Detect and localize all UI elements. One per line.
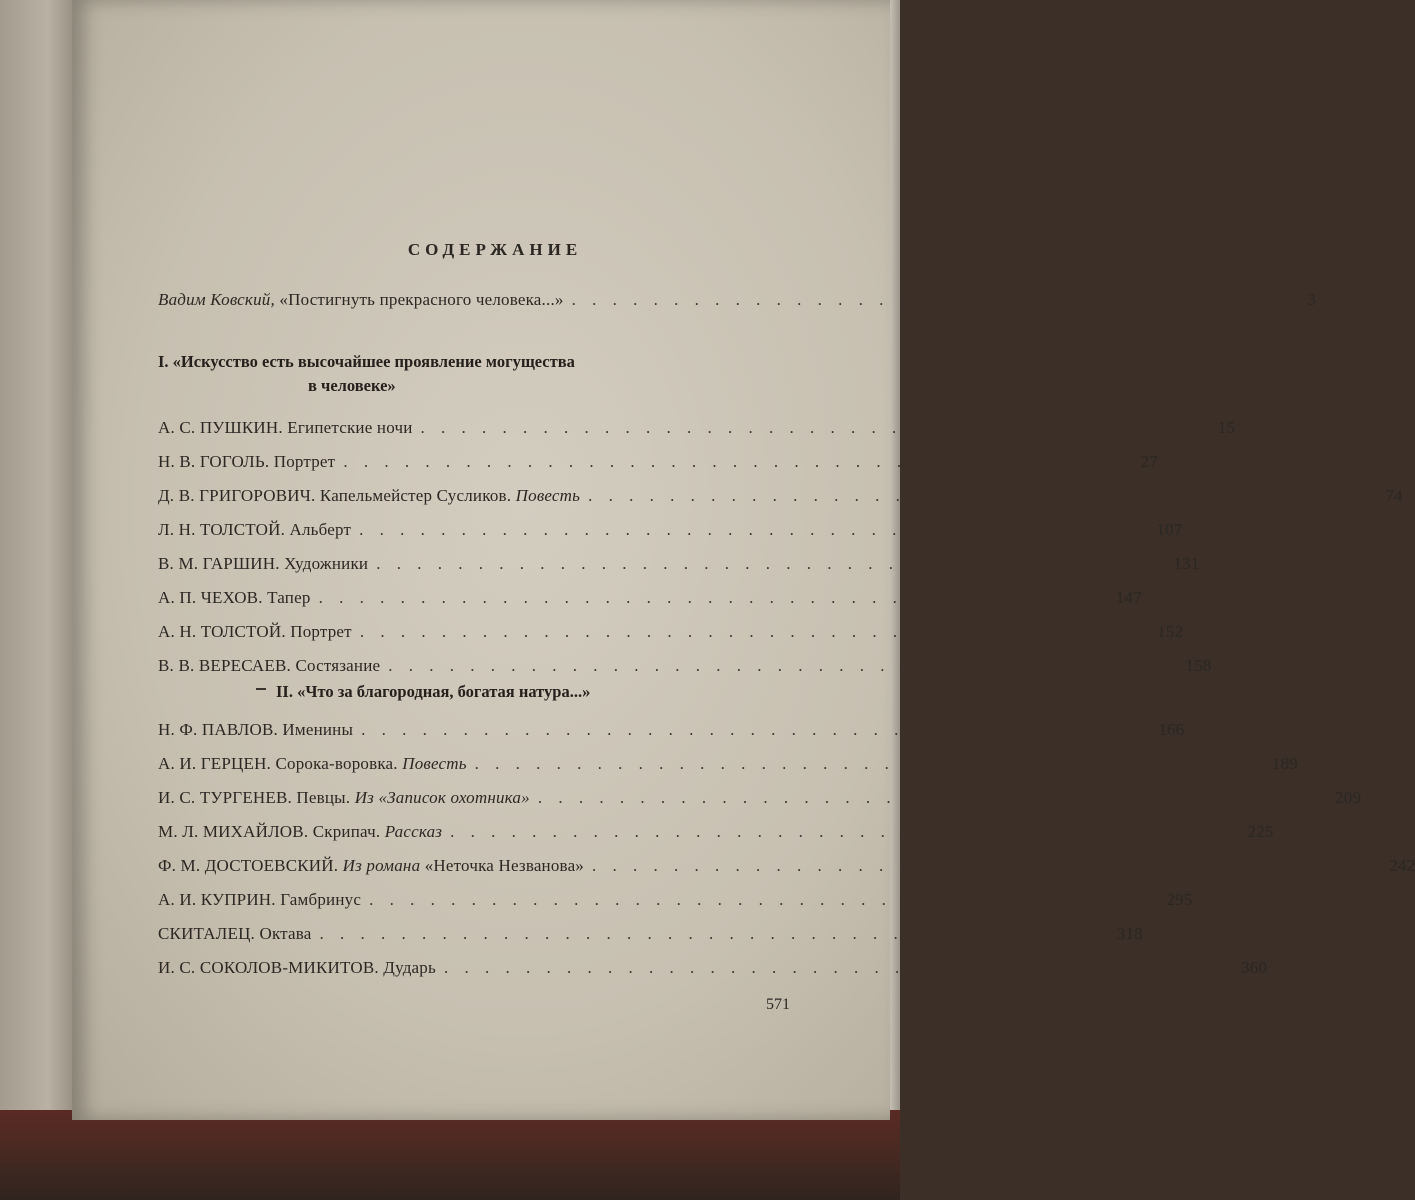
toc-entry-name: Портрет bbox=[290, 622, 352, 641]
toc-entry-title bbox=[158, 554, 368, 574]
toc-entry-author: Н. Ф. ПАВЛОВ. bbox=[158, 720, 278, 739]
toc-entry[interactable] bbox=[158, 754, 1299, 780]
toc-entry-title bbox=[158, 720, 353, 740]
pencil-mark bbox=[256, 688, 266, 690]
toc-entry-author: В. В. ВЕРЕСАЕВ. bbox=[158, 656, 291, 675]
leader-dots: . . . . . . . . . . . . . . . . . . . . . . . . . . . . . . . . . . . . . . . bbox=[319, 924, 1109, 943]
toc-entry[interactable] bbox=[158, 452, 1158, 478]
leader-dots: . . . . . . . . . . . . . . . . . . . . . . . . . . . . . . . . . . . . . . . bbox=[592, 856, 1382, 875]
toc-entry[interactable] bbox=[158, 588, 1142, 614]
toc-entry-genre: Повесть bbox=[515, 486, 581, 505]
section-heading-1 bbox=[158, 350, 575, 398]
section-heading-line: II. «Что за благородная, богатая натура...» bbox=[276, 682, 591, 701]
toc-entry-author: А. П. ЧЕХОВ. bbox=[158, 588, 263, 607]
toc-entry-title bbox=[158, 418, 413, 438]
leader-dots: . . . . . . . . . . . . . . . . . . . . . . . . . . . . . . . . . . . . . . . bbox=[369, 890, 1159, 909]
toc-page-number: 295 bbox=[1166, 890, 1193, 909]
toc-entry[interactable] bbox=[158, 720, 1185, 746]
leader-dots: . . . . . . . . . . . . . . . . . . . . . . . . . . . . . . . . . . . . . . . bbox=[443, 958, 1234, 977]
leader-dots: . . . . . . . . . . . . . . . . . . . . . . . . . . . . . . . . . . . . bbox=[571, 290, 1300, 309]
toc-entry-title bbox=[158, 924, 312, 944]
toc-entry-name: Состязание bbox=[295, 656, 381, 675]
page-number: 571 bbox=[766, 996, 790, 1013]
toc-entry-name: Альберт bbox=[289, 520, 352, 539]
toc-entry-author: И. С. СОКОЛОВ-МИКИТОВ. bbox=[158, 958, 379, 977]
toc-entry-genre: Повесть bbox=[402, 754, 467, 773]
toc-entry[interactable] bbox=[158, 958, 1268, 984]
leader-dots: . . . . . . . . . . . . . . . . . . . . . . . . . . . . . . . . . . . . . . . bbox=[376, 554, 1166, 573]
toc-entry-title bbox=[158, 822, 442, 842]
toc-entry[interactable] bbox=[158, 418, 1236, 444]
leader-dots: . . . . . . . . . . . . . . . . . . . . . . . . . . . . . . . . . . . . . . . bbox=[359, 520, 1149, 539]
toc-entry-intro[interactable] bbox=[158, 290, 1317, 316]
toc-entry-title bbox=[158, 754, 467, 774]
toc-entry-genre: «Неточка Незванова» bbox=[424, 856, 585, 875]
toc-entry-name: Скрипач. bbox=[312, 822, 381, 841]
leader-dots: . . . . . . . . . . . . . . . . . . . . . . . . . . . . . . . . . . . . . . . bbox=[361, 720, 1151, 739]
toc-entry-author: Вадим Ковский, bbox=[158, 290, 275, 309]
leader-dots: . . . . . . . . . . . . . . . . . . . . . . . . . . . . . . . . . . . . . . . bbox=[420, 418, 1210, 437]
toc-entry-author: Д. В. ГРИГОРОВИЧ. bbox=[158, 486, 316, 505]
toc-page-number: 74 bbox=[1385, 486, 1403, 505]
toc-entry-name: «Постигнуть прекрасного человека...» bbox=[279, 290, 564, 309]
toc-entry-title bbox=[158, 622, 352, 642]
toc-entry-author: СКИТАЛЕЦ. bbox=[158, 924, 256, 943]
leader-dots: . . . . . . . . . . . . . . . . . . . . . . . . . . . . . . . . . . . . . . . bbox=[343, 452, 1133, 471]
previous-page-edge bbox=[0, 0, 80, 1140]
toc-entry[interactable] bbox=[158, 822, 1274, 848]
toc-entry-author: М. Л. МИХАЙЛОВ. bbox=[158, 822, 309, 841]
book-cover-edge bbox=[0, 1110, 900, 1200]
toc-page-number: 209 bbox=[1335, 788, 1362, 807]
toc-entry[interactable] bbox=[158, 656, 1212, 682]
toc-entry-title bbox=[158, 656, 380, 676]
toc-entry[interactable] bbox=[158, 622, 1184, 648]
toc-entry[interactable] bbox=[158, 924, 1143, 950]
toc-page-number: 152 bbox=[1157, 622, 1184, 641]
toc-entry-name: Сорока-воровка. bbox=[275, 754, 398, 773]
toc-entry[interactable] bbox=[158, 788, 1362, 814]
toc-entry-genre: Рассказ bbox=[384, 822, 443, 841]
leader-dots: . . . . . . . . . . . . . . . . . . . . . . . . . . . . . . . . . . . . . . . bbox=[537, 788, 1328, 807]
toc-entry-author: Н. В. ГОГОЛЬ. bbox=[158, 452, 270, 471]
toc-entry[interactable] bbox=[158, 856, 1415, 882]
toc-entry-name: Октава bbox=[259, 924, 312, 943]
toc-entry-author: А. И. ГЕРЦЕН. bbox=[158, 754, 272, 773]
toc-entry-author: Ф. М. ДОСТОЕВСКИЙ. bbox=[158, 856, 339, 875]
toc-page-number: 166 bbox=[1158, 720, 1185, 739]
toc-entry-name: Художники bbox=[284, 554, 369, 573]
toc-entry-name: Капельмейстер Сусликов. bbox=[319, 486, 512, 505]
toc-entry-title bbox=[158, 788, 530, 808]
toc-entry-title bbox=[158, 290, 564, 310]
toc-entry-author: А. С. ПУШКИН. bbox=[158, 418, 283, 437]
toc-entry-name: Тапер bbox=[267, 588, 311, 607]
toc-page-number: 242 bbox=[1389, 856, 1415, 875]
toc-page-number: 15 bbox=[1217, 418, 1236, 437]
toc-entry-title bbox=[158, 486, 580, 506]
toc-entry-author: А. И. КУПРИН. bbox=[158, 890, 276, 909]
toc-page-number: 318 bbox=[1116, 924, 1143, 943]
toc-page-number: 147 bbox=[1115, 588, 1142, 607]
toc-entry-name: Певцы. bbox=[296, 788, 351, 807]
toc-page-number: 3 bbox=[1307, 290, 1317, 309]
toc-entry-title bbox=[158, 958, 436, 978]
toc-page-number: 189 bbox=[1271, 754, 1299, 773]
toc-entry-name: Из романа bbox=[342, 856, 421, 875]
toc-entry-author: Л. Н. ТОЛСТОЙ. bbox=[158, 520, 286, 539]
toc-entry-name: Именины bbox=[282, 720, 354, 739]
leader-dots: . . . . . . . . . . . . . . . . . . . . . . . . . . . . . . . . . . . . . . . bbox=[388, 656, 1178, 675]
toc-page-number: 360 bbox=[1241, 958, 1268, 977]
toc-entry-title bbox=[158, 890, 361, 910]
section-heading-2 bbox=[276, 680, 590, 704]
toc-page-number: 107 bbox=[1156, 520, 1183, 539]
section-heading-line: I. «Искусство есть высочайшее проявление могущества bbox=[158, 352, 575, 371]
toc-entry-name: Портрет bbox=[273, 452, 336, 471]
leader-dots: . . . . . . . . . . . . . . . . . . . . . . . . . . . . . . . . . . . . . . . bbox=[450, 822, 1240, 841]
toc-page-number: 158 bbox=[1185, 656, 1212, 675]
toc-entry[interactable] bbox=[158, 554, 1200, 580]
toc-page-number: 131 bbox=[1173, 554, 1200, 573]
toc-entry-title bbox=[158, 452, 335, 472]
leader-dots: . . . . . . . . . . . . . . . . . . . . . . . . . . . . . . . . . . . . . . . bbox=[588, 486, 1378, 505]
section-heading-line: в человеке» bbox=[308, 376, 396, 395]
toc-entry-author: В. М. ГАРШИН. bbox=[158, 554, 280, 573]
toc-entry-title bbox=[158, 588, 311, 608]
toc-entry-name: Гамбринус bbox=[280, 890, 362, 909]
toc-entry-author: А. Н. ТОЛСТОЙ. bbox=[158, 622, 286, 641]
toc-entry-author: И. С. ТУРГЕНЕВ. bbox=[158, 788, 292, 807]
toc-entry[interactable] bbox=[158, 486, 1403, 512]
toc-page-number: 27 bbox=[1140, 452, 1158, 471]
toc-entry-title bbox=[158, 856, 584, 876]
toc-page-number: 225 bbox=[1247, 822, 1274, 841]
toc-entry-title bbox=[158, 520, 351, 540]
page-title: СОДЕРЖАНИЕ bbox=[407, 240, 583, 259]
toc-entry-name: Дударь bbox=[383, 958, 436, 977]
contents-page bbox=[72, 0, 1415, 1120]
leader-dots: . . . . . . . . . . . . . . . . . . . . . . . . . . . . . . . . . . . . . . . bbox=[318, 588, 1108, 607]
leader-dots: . . . . . . . . . . . . . . . . . . . . . . . . . . . . . . . . . . . . . . . bbox=[474, 754, 1264, 773]
toc-entry-name: Египетские ночи bbox=[287, 418, 413, 437]
leader-dots: . . . . . . . . . . . . . . . . . . . . . . . . . . . . . . . . . . . . . . . bbox=[359, 622, 1150, 641]
toc-entry[interactable] bbox=[158, 890, 1193, 916]
toc-entry[interactable] bbox=[158, 520, 1183, 546]
toc-entry-genre: Из «Записок охотника» bbox=[354, 788, 530, 807]
